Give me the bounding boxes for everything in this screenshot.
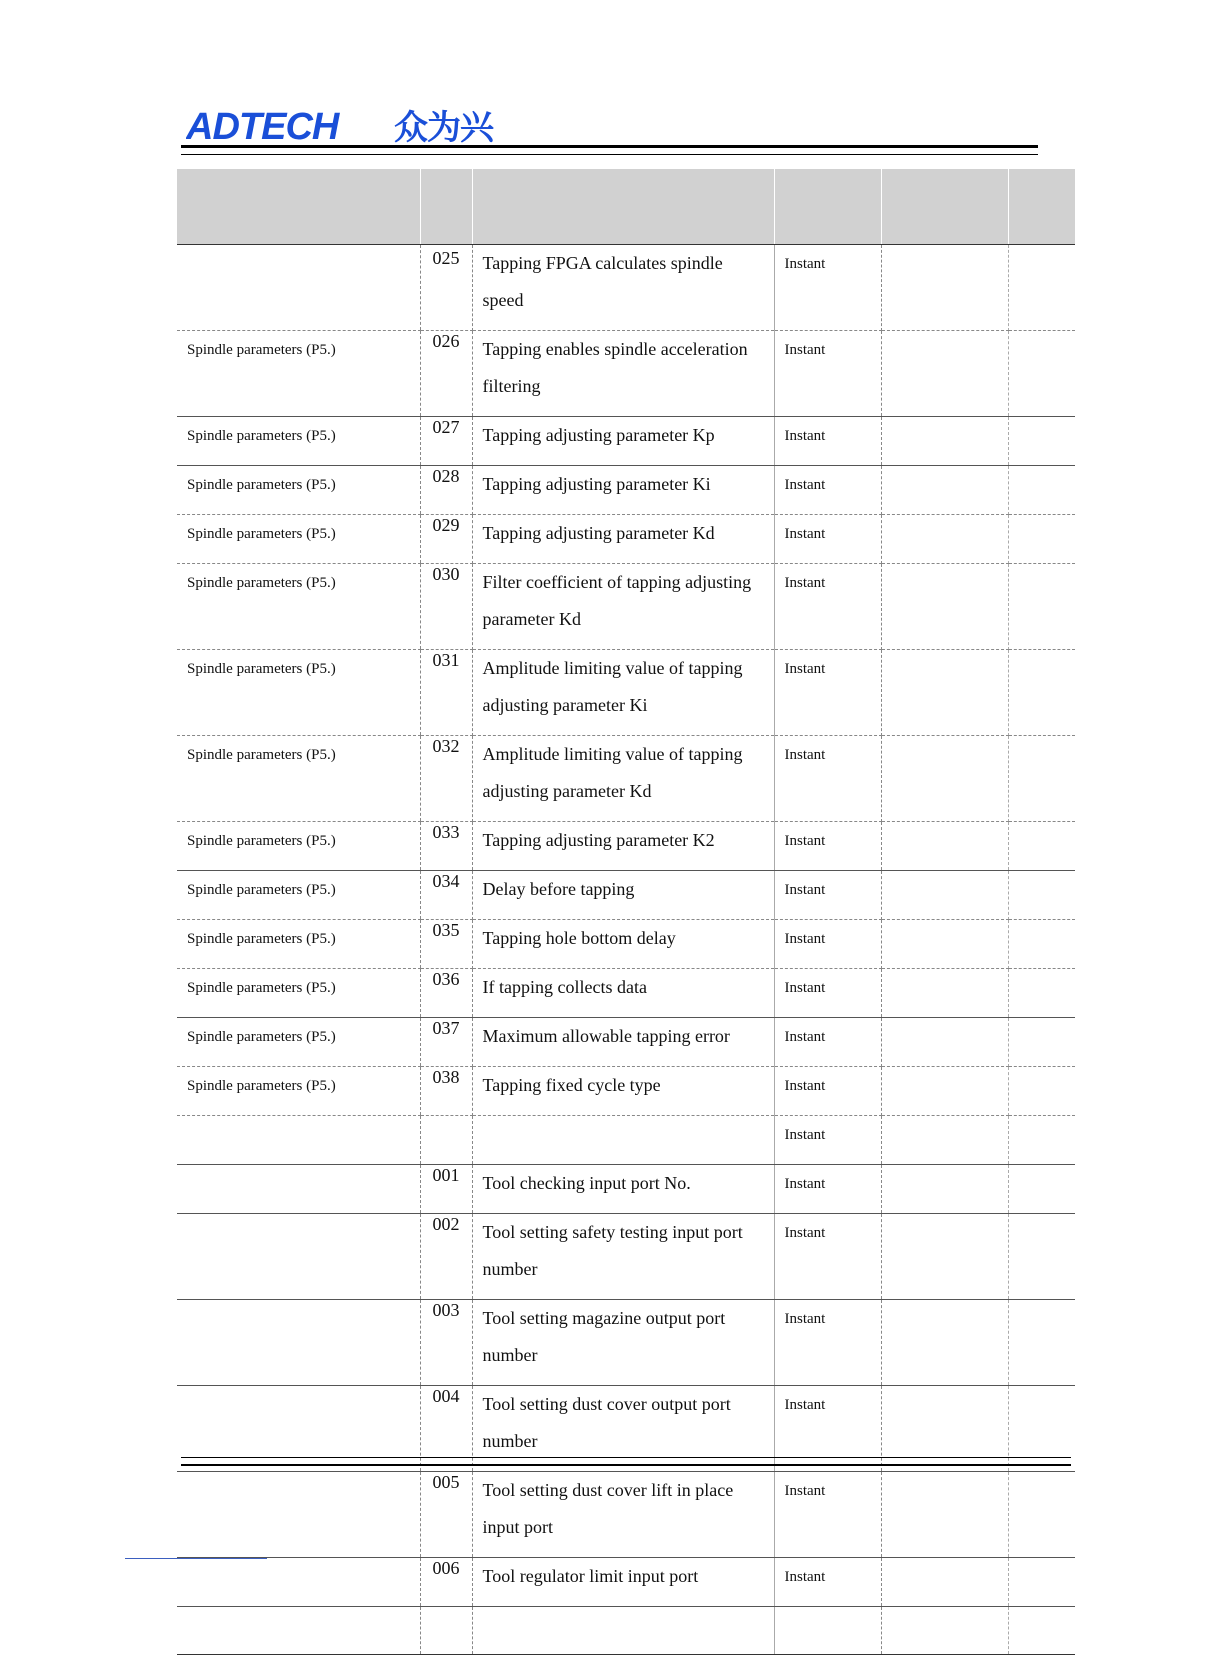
footer-rule-thin (181, 1457, 1071, 1458)
table-row (177, 417, 1075, 466)
row-group (177, 1386, 420, 1472)
row-name: Tapping enables spindle acceleration filtering (472, 331, 774, 417)
table-row (177, 1018, 1075, 1067)
header-cell-effective (774, 169, 881, 245)
row-effective (774, 1607, 881, 1655)
row-number: 006 (420, 1558, 472, 1607)
row-number: 037 (420, 1018, 472, 1067)
row-name: Amplitude limiting value of tapping adjusting parameter Kd (472, 736, 774, 822)
row-name: Amplitude limiting value of tapping adjusting parameter Ki (472, 650, 774, 736)
row-group (177, 1165, 420, 1214)
logo-wordmark: ADTECH (186, 106, 339, 144)
header-cell-extra (1008, 169, 1075, 245)
row-default (881, 871, 1008, 920)
row-group: Spindle parameters (P5.) (177, 1067, 420, 1116)
table-row (177, 1116, 1075, 1165)
row-effective: Instant (774, 1558, 881, 1607)
row-number: 038 (420, 1067, 472, 1116)
row-effective: Instant (774, 920, 881, 969)
row-default (881, 1018, 1008, 1067)
header-cell-number (420, 169, 472, 245)
row-extra (1008, 1018, 1075, 1067)
adtech-logo (186, 104, 506, 144)
row-group: Spindle parameters (P5.) (177, 515, 420, 564)
row-group (177, 1300, 420, 1386)
header-cell-group (177, 169, 420, 245)
row-extra (1008, 650, 1075, 736)
header-rule-thick (181, 145, 1038, 148)
row-effective: Instant (774, 822, 881, 871)
row-group (177, 1607, 420, 1655)
row-number: 026 (420, 331, 472, 417)
row-extra (1008, 245, 1075, 331)
row-extra (1008, 515, 1075, 564)
row-default (881, 1165, 1008, 1214)
row-group: Spindle parameters (P5.) (177, 466, 420, 515)
row-extra (1008, 1214, 1075, 1300)
row-name: Tool setting dust cover output port number (472, 1386, 774, 1472)
row-effective: Instant (774, 1386, 881, 1472)
row-effective: Instant (774, 466, 881, 515)
row-number: 030 (420, 564, 472, 650)
row-extra (1008, 417, 1075, 466)
row-number: 034 (420, 871, 472, 920)
header-rule-thin (181, 154, 1038, 155)
row-effective: Instant (774, 650, 881, 736)
row-name: Maximum allowable tapping error (472, 1018, 774, 1067)
row-name: Tapping hole bottom delay (472, 920, 774, 969)
row-extra (1008, 871, 1075, 920)
row-name (472, 1607, 774, 1655)
row-default (881, 650, 1008, 736)
row-effective: Instant (774, 871, 881, 920)
table-row (177, 1067, 1075, 1116)
logo-graphic (186, 104, 506, 144)
row-effective: Instant (774, 736, 881, 822)
row-number: 031 (420, 650, 472, 736)
row-number: 033 (420, 822, 472, 871)
row-default (881, 736, 1008, 822)
table-row (177, 1472, 1075, 1558)
footnote-link-underline[interactable] (125, 1558, 267, 1559)
row-extra (1008, 331, 1075, 417)
row-name: Filter coefficient of tapping adjusting parameter Kd (472, 564, 774, 650)
parameter-table (177, 169, 1075, 1655)
table-row (177, 331, 1075, 417)
row-default (881, 1067, 1008, 1116)
row-default (881, 1386, 1008, 1472)
table-row (177, 466, 1075, 515)
table-row (177, 920, 1075, 969)
row-extra (1008, 1300, 1075, 1386)
row-default (881, 245, 1008, 331)
row-effective: Instant (774, 245, 881, 331)
row-extra (1008, 1067, 1075, 1116)
row-number: 029 (420, 515, 472, 564)
row-number (420, 1607, 472, 1655)
row-number: 001 (420, 1165, 472, 1214)
row-name: Tool setting safety testing input port number (472, 1214, 774, 1300)
row-effective: Instant (774, 1067, 881, 1116)
row-effective: Instant (774, 417, 881, 466)
table-row (177, 1214, 1075, 1300)
row-number: 025 (420, 245, 472, 331)
header-cell-default (881, 169, 1008, 245)
row-extra (1008, 1607, 1075, 1655)
row-number: 004 (420, 1386, 472, 1472)
row-group: Spindle parameters (P5.) (177, 331, 420, 417)
row-name: Tapping adjusting parameter Kd (472, 515, 774, 564)
row-effective: Instant (774, 1214, 881, 1300)
row-group: Spindle parameters (P5.) (177, 822, 420, 871)
row-name: Tapping adjusting parameter Ki (472, 466, 774, 515)
row-group: Spindle parameters (P5.) (177, 650, 420, 736)
row-default (881, 1558, 1008, 1607)
table-row (177, 1386, 1075, 1472)
logo-chinese: 众为兴 (394, 109, 493, 144)
row-name: Tool setting magazine output port number (472, 1300, 774, 1386)
row-effective: Instant (774, 331, 881, 417)
header-cell-name (472, 169, 774, 245)
row-name: If tapping collects data (472, 969, 774, 1018)
row-extra (1008, 1558, 1075, 1607)
row-default (881, 515, 1008, 564)
row-number: 035 (420, 920, 472, 969)
table-row (177, 822, 1075, 871)
row-group: Spindle parameters (P5.) (177, 736, 420, 822)
table-row (177, 515, 1075, 564)
row-default (881, 920, 1008, 969)
row-effective: Instant (774, 1018, 881, 1067)
row-group: Spindle parameters (P5.) (177, 417, 420, 466)
table-row (177, 1607, 1075, 1655)
row-group: Spindle parameters (P5.) (177, 1018, 420, 1067)
row-name (472, 1116, 774, 1165)
table-row (177, 1165, 1075, 1214)
row-group (177, 245, 420, 331)
table-row (177, 969, 1075, 1018)
row-extra (1008, 920, 1075, 969)
row-group: Spindle parameters (P5.) (177, 564, 420, 650)
row-number: 027 (420, 417, 472, 466)
row-group (177, 1472, 420, 1558)
row-default (881, 417, 1008, 466)
row-name: Tapping adjusting parameter K2 (472, 822, 774, 871)
row-default (881, 564, 1008, 650)
row-name: Tapping fixed cycle type (472, 1067, 774, 1116)
row-effective: Instant (774, 515, 881, 564)
row-extra (1008, 822, 1075, 871)
row-number: 005 (420, 1472, 472, 1558)
table-row (177, 564, 1075, 650)
row-name: Tool checking input port No. (472, 1165, 774, 1214)
row-group (177, 1558, 420, 1607)
row-number: 028 (420, 466, 472, 515)
row-extra (1008, 564, 1075, 650)
table-row (177, 871, 1075, 920)
row-extra (1008, 1116, 1075, 1165)
row-default (881, 1472, 1008, 1558)
row-effective: Instant (774, 1300, 881, 1386)
row-default (881, 822, 1008, 871)
row-default (881, 1300, 1008, 1386)
row-default (881, 969, 1008, 1018)
row-extra (1008, 1472, 1075, 1558)
row-default (881, 466, 1008, 515)
row-name: Tapping adjusting parameter Kp (472, 417, 774, 466)
row-number: 032 (420, 736, 472, 822)
table-row (177, 736, 1075, 822)
row-extra (1008, 736, 1075, 822)
row-extra (1008, 1386, 1075, 1472)
row-effective: Instant (774, 564, 881, 650)
row-default (881, 1116, 1008, 1165)
row-name: Tapping FPGA calculates spindle speed (472, 245, 774, 331)
row-effective: Instant (774, 1165, 881, 1214)
row-group (177, 1116, 420, 1165)
table-row (177, 245, 1075, 331)
row-number (420, 1116, 472, 1165)
table-row (177, 650, 1075, 736)
row-number: 003 (420, 1300, 472, 1386)
row-extra (1008, 969, 1075, 1018)
row-group (177, 1214, 420, 1300)
row-name: Tool setting dust cover lift in place input port (472, 1472, 774, 1558)
row-group: Spindle parameters (P5.) (177, 969, 420, 1018)
row-default (881, 331, 1008, 417)
row-effective: Instant (774, 1472, 881, 1558)
row-effective: Instant (774, 1116, 881, 1165)
row-number: 002 (420, 1214, 472, 1300)
row-number: 036 (420, 969, 472, 1018)
row-extra (1008, 1165, 1075, 1214)
row-name: Tool regulator limit input port (472, 1558, 774, 1607)
row-extra (1008, 466, 1075, 515)
footer-rule-thick (181, 1464, 1071, 1466)
row-group: Spindle parameters (P5.) (177, 920, 420, 969)
table-row (177, 1558, 1075, 1607)
row-default (881, 1607, 1008, 1655)
row-effective: Instant (774, 969, 881, 1018)
table-header-row (177, 169, 1075, 245)
table-row (177, 1300, 1075, 1386)
row-name: Delay before tapping (472, 871, 774, 920)
row-group: Spindle parameters (P5.) (177, 871, 420, 920)
row-default (881, 1214, 1008, 1300)
